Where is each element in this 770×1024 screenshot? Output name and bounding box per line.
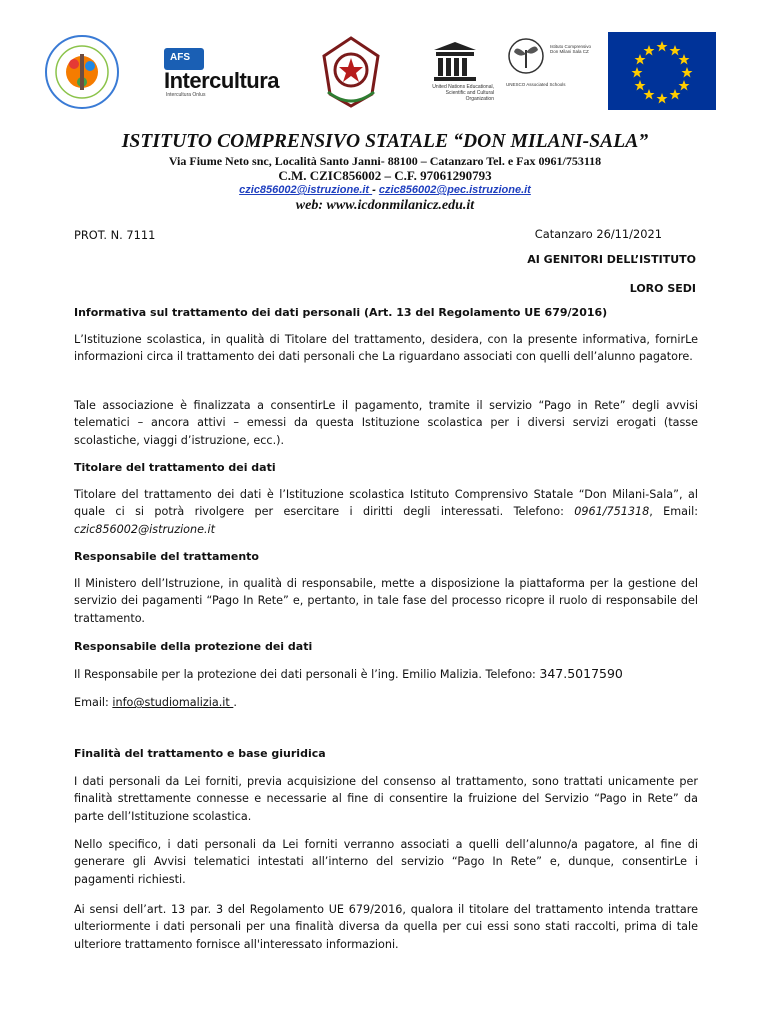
recipient-line-1: AI GENITORI DELL’ISTITUTO xyxy=(527,253,696,266)
document-title: Informativa sul trattamento dei dati personali (Art. 13 del Regolamento UE 679/2016) xyxy=(74,306,608,319)
paragraph-responsabile: Il Ministero dell’Istruzione, in qualità di responsabile, mette a disposizione la piattaforma per la gestione del servizio dei pagamenti “Pago In Rete” e, pertanto, in tale fase del processo ricopre il ruolo di responsabile del trattamento. xyxy=(74,577,698,625)
unesco-temple-icon xyxy=(416,40,494,84)
unesco-label: United Nations Educational, Scientific and Cultural Organization xyxy=(432,84,494,102)
paragraph-titolare: Titolare del trattamento dei dati è l’Istituzione scolastica Istituto Comprensivo Statale “Don Milani-Sala”, al quale ci si potrà rivolgere per esercitare i diritti degli interessati. Telefono: 0961/751318, Email: czic856002@istruzione.it xyxy=(74,488,698,536)
heading-titolare: Titolare del trattamento dei dati xyxy=(74,461,276,474)
afs-intercultura-logo xyxy=(164,48,300,98)
email-separator: - xyxy=(372,184,379,196)
paragraph-art13: Ai sensi dell’art. 13 par. 3 del Regolamento UE 679/2016, qualora il titolare del trattamento intenda trattare ulteriormente i dati personali per una finalità diversa da quella per cui essi sono stati raccolti, prima di tale ulteriore trattamento fornisce all'interessato informazioni. xyxy=(74,903,698,951)
eu-flag-icon xyxy=(608,32,716,110)
school-address: Via Fiume Neto snc, Località Santo Janni- 88100 – Catanzaro Tel. e Fax 0961/753118 xyxy=(168,154,602,168)
school-name: ISTITUTO COMPRENSIVO STATALE “DON MILANI-SALA” xyxy=(121,131,649,152)
paragraph-nello-specifico: Nello specifico, i dati personali da Lei forniti verranno associati a quelli dell’alunno/a pagatore, al fine di generare gli Avvisi telematici intestati all’interno del servizio “Pago In Rete” e, dunque, consentirLe i pagamenti richiesti. xyxy=(74,838,698,886)
unesco-schools-label: UNESCO Associated Schools xyxy=(506,82,566,87)
unesco-associated-schools-logo xyxy=(506,36,598,106)
italian-republic-emblem-icon xyxy=(318,34,384,110)
school-codes: C.M. CZIC856002 – C.F. 97061290793 xyxy=(278,168,492,183)
heading-responsabile: Responsabile del trattamento xyxy=(74,550,259,563)
titolare-email: czic856002@istruzione.it xyxy=(74,522,216,536)
recipient-line-2: LORO SEDI xyxy=(629,282,696,295)
pec-email-link[interactable]: czic856002@pec.istruzione.it xyxy=(378,184,531,196)
dpo-phone: 347.5017590 xyxy=(539,666,623,681)
document-date: Catanzaro 26/11/2021 xyxy=(534,227,662,241)
paragraph-association: Tale associazione è finalizzata a consentirLe il pagamento, tramite il servizio “Pago in Rete” degli avvisi telematici – ancora attivi – emessi da questa Istituzione scolastica per i diversi servizi erogati (tasse scolastiche, viaggi d’istruzione, ecc.). xyxy=(74,399,698,447)
afs-badge: AFS xyxy=(164,48,204,70)
web-url[interactable]: www.icdonmilanicz.edu.it xyxy=(326,198,475,213)
afs-name: Intercultura xyxy=(164,68,280,93)
protocol-number: PROT. N. 7111 xyxy=(74,228,156,242)
paragraph-dpo-email: Email: info@studiomalizia.it . xyxy=(74,696,237,709)
paragraph-dpo: Il Responsabile per la protezione dei dati personali è l’ing. Emilio Malizia. Telefono: 347.5017590 xyxy=(74,666,623,681)
school-website xyxy=(0,198,770,214)
heading-protezione: Responsabile della protezione dei dati xyxy=(74,640,313,653)
seedling-icon xyxy=(506,36,546,76)
don-milani-logo xyxy=(44,34,120,110)
paragraph-finalita: I dati personali da Lei forniti, previa acquisizione del consenso al trattamento, sono trattati unicamente per finalità strettamente connesse e necessarie al fine di consentire la fruizione del Servizio “Pago in Rete” da parte dell’Istituzione scolastica. xyxy=(74,775,698,823)
logo-strip xyxy=(44,28,716,114)
heading-finalita: Finalità del trattamento e base giuridica xyxy=(74,747,326,760)
dpo-email-link[interactable]: info@studiomalizia.it xyxy=(112,696,234,709)
school-emails xyxy=(0,184,770,196)
titolare-phone: 0961/751318 xyxy=(574,505,650,519)
web-label: web: xyxy=(295,198,327,213)
unesco-logo xyxy=(416,40,494,102)
email-link[interactable]: czic856002@istruzione.it xyxy=(239,184,373,196)
institute-label: Istituto Comprensivo Don Milani Sala CZ xyxy=(550,44,592,54)
afs-subtitle: Intercultura Onlus xyxy=(166,92,206,98)
paragraph-intro: L’Istituzione scolastica, in qualità di Titolare del trattamento, desidera, con la presente informativa, fornirLe informazioni circa il trattamento dei dati personali che La riguardano associati con quelli dell’alunno pagatore. xyxy=(74,333,698,364)
